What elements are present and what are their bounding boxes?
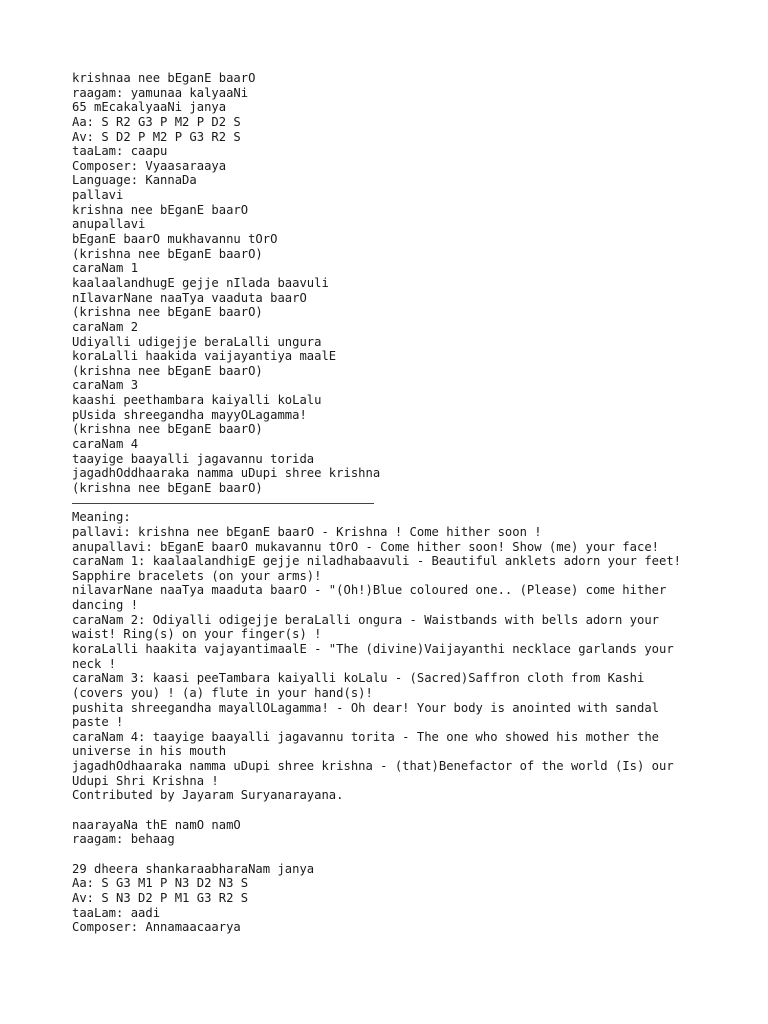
blank-line: [72, 847, 712, 862]
lyric-line: koraLalli haakida vaijayantiya maalE: [72, 349, 337, 364]
blank-line: [72, 803, 712, 818]
meaning-line: caraNam 3: kaasi peeTambara kaiyalli koLalu - (Sacred)Saffron cloth from Kashi: [72, 671, 645, 686]
lyric-line: caraNam 2: [72, 319, 139, 334]
lyric-line: raagam: yamunaa kalyaaNi: [72, 85, 249, 100]
meaning-line: Udupi Shri Krishna !: [72, 773, 219, 788]
song-naarayana-details: [72, 862, 712, 935]
lyric-line: jagadhOddhaaraka namma uDupi shree krishna: [72, 466, 381, 481]
lyric-line: caraNam 1: [72, 261, 139, 276]
lyric-line: (krishna nee bEganE baarO): [72, 480, 263, 495]
song-header-line: raagam: behaag: [72, 832, 175, 847]
meaning-line: pushita shreegandha mayallOLagamma! - Oh dear! Your body is anointed with sandal: [72, 700, 659, 715]
lyric-line: pUsida shreegandha mayyOLagamma!: [72, 407, 307, 422]
meaning-line: Sapphire bracelets (on your arms)!: [72, 568, 322, 583]
lyric-line: anupallavi: [72, 217, 146, 232]
song-naarayana-the-namo-namo: [72, 818, 712, 847]
meaning-line: caraNam 4: taayige baayalli jagavannu torita - The one who showed his mother the: [72, 729, 659, 744]
meaning-line: caraNam 1: kaalaalandhigE gejje niladhabaavuli - Beautiful anklets adorn your feet!: [72, 554, 682, 569]
lyric-line: kaashi peethambara kaiyalli koLalu: [72, 393, 322, 408]
meaning-line: (covers you) ! (a) flute in your hand(s)!: [72, 685, 373, 700]
meaning-line: caraNam 2: Odiyalli odigejje beraLalli ongura - Waistbands with bells adorn your: [72, 612, 659, 627]
lyric-line: (krishna nee bEganE baarO): [72, 363, 263, 378]
meaning-line: pallavi: krishna nee bEganE baarO - Krishna ! Come hither soon !: [72, 524, 542, 539]
meaning-line: universe in his mouth: [72, 744, 227, 759]
song-header-line: naarayaNa thE namO namO: [72, 817, 241, 832]
lyric-line: krishnaa nee bEganE baarO: [72, 71, 256, 85]
lyric-line: taayige baayalli jagavannu torida: [72, 451, 315, 466]
lyric-line: (krishna nee bEganE baarO): [72, 422, 263, 437]
meaning-line: neck !: [72, 656, 117, 671]
lyric-line: caraNam 3: [72, 378, 139, 393]
document-page: [72, 71, 712, 935]
lyric-line: Composer: Vyaasaraaya: [72, 158, 227, 173]
meaning-line: Contributed by Jayaram Suryanarayana.: [72, 788, 344, 803]
meaning-line: nilavarNane naaTya maaduta baarO - "(Oh!)Blue coloured one.. (Please) come hither: [72, 583, 667, 598]
lyric-line: taaLam: caapu: [72, 144, 168, 159]
song-krishnaa-nee-begane-baaro: [72, 71, 712, 496]
meaning-line: paste !: [72, 715, 124, 730]
song-detail-line: 29 dheera shankaraabharaNam janya: [72, 861, 315, 876]
meaning-line: jagadhOdhaaraka namma uDupi shree krishna - (that)Benefactor of the world (Is) our: [72, 759, 674, 774]
lyric-line: pallavi: [72, 188, 124, 203]
song-detail-line: Composer: Annamaacaarya: [72, 920, 241, 935]
lyric-line: (krishna nee bEganE baarO): [72, 305, 263, 320]
meaning-line: Meaning:: [72, 510, 131, 525]
lyric-line: Language: KannaDa: [72, 173, 197, 188]
song-detail-line: Aa: S G3 M1 P N3 D2 N3 S: [72, 876, 249, 891]
song-detail-line: taaLam: aadi: [72, 905, 161, 920]
meaning-line: waist! Ring(s) on your finger(s) !: [72, 627, 322, 642]
lyric-line: kaalaalandhugE gejje nIlada baavuli: [72, 275, 329, 290]
lyric-line: (krishna nee bEganE baarO): [72, 246, 263, 261]
song-detail-line: Av: S N3 D2 P M1 G3 R2 S: [72, 890, 249, 905]
meaning-line: dancing !: [72, 598, 139, 613]
lyric-line: bEganE baarO mukhavannu tOrO: [72, 232, 278, 247]
lyric-line: Aa: S R2 G3 P M2 P D2 S: [72, 114, 241, 129]
meaning-section: [72, 510, 712, 803]
lyric-line: caraNam 4: [72, 437, 139, 452]
lyric-line: 65 mEcakalyaaNi janya: [72, 100, 227, 115]
lyric-line: Udiyalli udigejje beraLalli ungura: [72, 334, 322, 349]
lyric-line: nIlavarNane naaTya vaaduta baarO: [72, 290, 307, 305]
lyric-line: Av: S D2 P M2 P G3 R2 S: [72, 129, 241, 144]
meaning-line: anupallavi: bEganE baarO mukavannu tOrO - Come hither soon! Show (me) your face!: [72, 539, 659, 554]
lyric-line: krishna nee bEganE baarO: [72, 202, 249, 217]
section-divider: [72, 503, 374, 504]
meaning-line: koraLalli haakita vajayantimaalE - "The (divine)Vaijayanthi necklace garlands your: [72, 641, 674, 656]
